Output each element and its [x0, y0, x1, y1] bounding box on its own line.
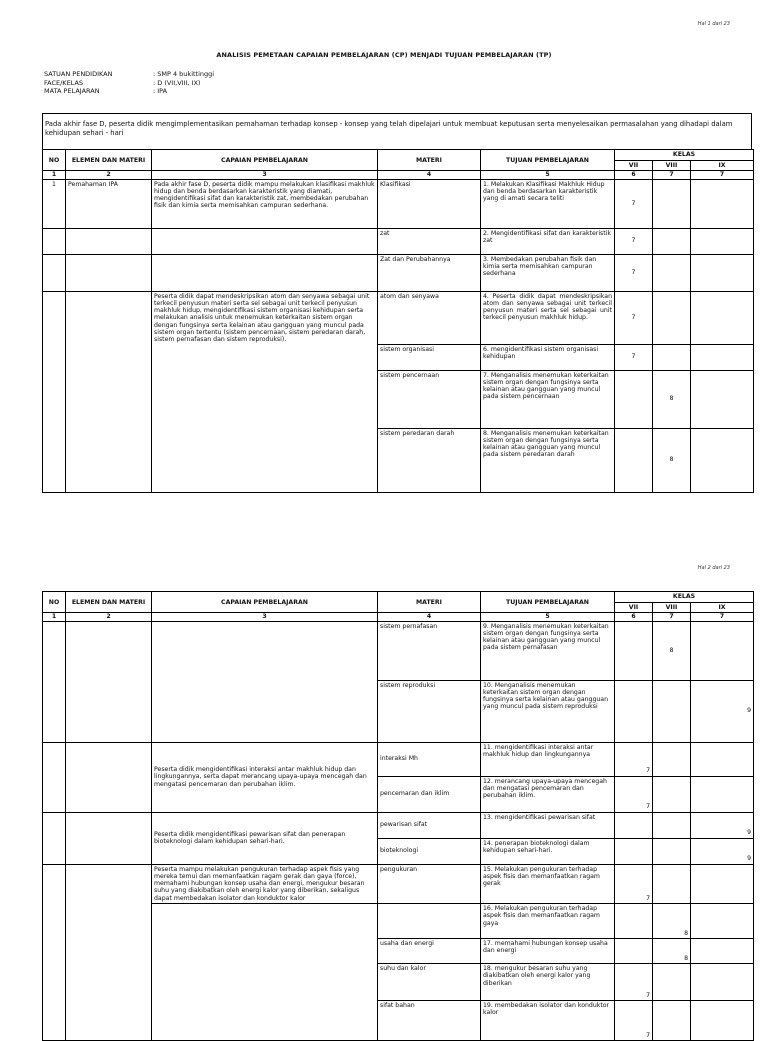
table-row [43, 228, 754, 254]
row-materi: sistem reproduksi [378, 680, 481, 742]
header-viii: VIII [653, 603, 691, 613]
row-materi: pengukuran [378, 864, 481, 903]
header-vii: VII [615, 603, 653, 613]
header-viii: VIII [653, 161, 691, 171]
meta-row-satuan [44, 70, 214, 79]
row-elemen: Pemahaman IPA [66, 179, 152, 228]
row-elemen [66, 742, 152, 812]
row-materi: sistem peredaran darah [378, 428, 481, 492]
col-num: 7 [653, 613, 691, 621]
row-tp: 6. mengidentifikasi sistem organisasi kehidupan [481, 344, 615, 370]
row-materi: zat [378, 228, 481, 254]
row-elemen [66, 291, 152, 492]
kelas-viii [653, 680, 691, 742]
row-tp: 4. Peserta didik dapat mendeskripsikan atom dan senyawa sebagai unit terkecil penyusun materi serta sel sebagai unit terkecil penyusun makhluk hidup. [481, 291, 615, 344]
row-materi: Zat dan Perubahannya [378, 254, 481, 291]
header-cp: CAPAIAN PEMBELAJARAN [152, 592, 378, 613]
row-materi: sistem organisasi [378, 344, 481, 370]
row-cp: Peserta mampu melakukan pengukuran terhadap aspek fisis yang mereka temui dan memanfaatkan ragam gerak dan gaya (force), memahami hubungan konsep usaha dan energi, mengukur besaran suhu yang diakibatkan oleh energi kalor yang diberikan, sekaligus dapat membedakan isolator dan konduktor kalor [152, 864, 378, 903]
row-cp [152, 621, 378, 742]
row-materi [378, 904, 481, 939]
row-materi: atom dan senyawa [378, 291, 481, 344]
col-num: 1 [43, 171, 66, 179]
col-num: 3 [152, 171, 378, 179]
kelas-ix [691, 621, 754, 680]
kelas-vii: 7 [615, 864, 653, 903]
kelas-viii: 8 [653, 904, 691, 939]
kelas-vii: 7 [615, 742, 653, 776]
row-tp: 1. Melakukan Klasifikasi Makhluk Hidup dan benda berdasarkan karakteristik yang di amati secara teliti [481, 179, 615, 228]
col-num: 4 [378, 613, 481, 621]
row-materi: sifat bahan [378, 1001, 481, 1041]
meta-key: MATA PELAJARAN [44, 87, 100, 95]
row-cp: Peserta didik mengidentifikasi interaksi antar makhluk hidup dan lingkungannya, serta dapat merancang upaya-upaya mencegah dan mengatasi pencemaran dan perubahan iklim. [152, 742, 378, 812]
kelas-vii: 7 [615, 179, 653, 228]
kelas-ix [691, 964, 754, 1001]
header-tp: TUJUAN PEMBELAJARAN [481, 592, 615, 613]
row-cp: Pada akhir fase D, peserta didik mampu melakukan klasifikasi makhluk hidup dan benda berdasarkan karakteristik yang diamati, mengidentifikasi sifat dan karakteristik zat, membedakan perubahan fisik dan kimia serta memisahkan campuran sederhana. [152, 179, 378, 228]
row-cp: Peserta didik mengidentifikasi pewarisan sifat dan penerapan bioteknologi dalam kehidupan sehari-hari. [152, 812, 378, 864]
kelas-ix [691, 254, 754, 291]
kelas-viii [653, 864, 691, 903]
row-tp: 2. Mengidentifikasi sifat dan karakteristik zat [481, 228, 615, 254]
kelas-ix [691, 1001, 754, 1041]
meta-row-mapel [44, 87, 214, 96]
kelas-viii [653, 964, 691, 1001]
kelas-ix [691, 228, 754, 254]
header-kelas: KELAS [615, 592, 754, 603]
kelas-ix [691, 742, 754, 776]
kelas-ix [691, 939, 754, 964]
kelas-vii [615, 370, 653, 428]
kelas-vii: 7 [615, 228, 653, 254]
kelas-vii [615, 621, 653, 680]
kelas-viii [653, 228, 691, 254]
kelas-ix: 9 [691, 838, 754, 864]
row-no: 1 [43, 179, 66, 228]
kelas-viii [653, 838, 691, 864]
header-elemen: ELEMEN DAN MATERI [66, 592, 152, 613]
kelas-ix [691, 428, 754, 492]
kelas-vii [615, 939, 653, 964]
kelas-ix [691, 344, 754, 370]
kelas-vii [615, 680, 653, 742]
kelas-viii [653, 776, 691, 812]
row-materi: sistem pencernaan [378, 370, 481, 428]
table-row [43, 742, 754, 776]
kelas-viii [653, 254, 691, 291]
row-tp: 18. mengukur besaran suhu yang diakibatkan oleh energi kalor yang diberikan [481, 964, 615, 1001]
cp-tp-table-page1 [42, 149, 754, 493]
kelas-viii: 8 [653, 939, 691, 964]
col-num: 7 [691, 613, 754, 621]
kelas-ix: 9 [691, 812, 754, 838]
kelas-ix [691, 291, 754, 344]
row-tp: 13. mengidentifikasi pewarisan sifat [481, 812, 615, 838]
table-row [43, 254, 754, 291]
kelas-viii [653, 812, 691, 838]
row-tp: 10. Menganalisis menemukan keterkaitan sistem organ dengan fungsinya serta kelainan atau gangguan yang muncul pada sistem reproduksi [481, 680, 615, 742]
table-row [43, 179, 754, 228]
kelas-viii [653, 344, 691, 370]
kelas-vii: 7 [615, 776, 653, 812]
row-tp: 19. membedakan isolator dan konduktor kalor [481, 1001, 615, 1041]
page-number: Hal 1 dari 23 [697, 21, 730, 27]
kelas-ix: 9 [691, 680, 754, 742]
header-ix: IX [691, 603, 754, 613]
header-ix: IX [691, 161, 754, 171]
meta-key: SATUAN PENDIDIKAN [44, 70, 113, 78]
kelas-vii: 7 [615, 344, 653, 370]
row-cp [152, 254, 378, 291]
row-materi: pencemaran dan iklim [378, 776, 481, 812]
kelas-ix [691, 179, 754, 228]
column-number-row [43, 171, 754, 179]
row-materi: interaksi Mh [378, 742, 481, 776]
kelas-vii: 7 [615, 964, 653, 1001]
kelas-ix [691, 904, 754, 939]
row-no [43, 742, 66, 812]
row-materi: usaha dan energi [378, 939, 481, 964]
header-materi: MATERI [378, 592, 481, 613]
page-number: Hal 2 dari 23 [697, 565, 730, 571]
col-num: 5 [481, 613, 615, 621]
col-num: 1 [43, 613, 66, 621]
table-row [43, 621, 754, 680]
row-cp: Peserta didik dapat mendeskripsikan atom dan senyawa sebagai unit terkecil penyusun materi serta sel sebagai unit terkecil penyusun makhluk hidup, mengidentifikasi sistem organisasi kehidupan serta melakukan analisis untuk menemukan keterkaitan sistem organ dengan fungsinya serta kelainan atau gangguan yang muncul pada sistem organ tertentu (sistem pencernaan, sistem peredaran darah, sistem pernafasan dan sistem reproduksi). [152, 291, 378, 492]
col-num: 2 [66, 171, 152, 179]
row-elemen [66, 864, 152, 1040]
col-num: 2 [66, 613, 152, 621]
header-materi: MATERI [378, 150, 481, 171]
kelas-vii [615, 428, 653, 492]
header-no: NO [43, 150, 66, 171]
kelas-vii: 7 [615, 1001, 653, 1041]
cp-tp-table-page2 [42, 591, 754, 1041]
meta-value: : SMP 4 bukittinggi [153, 70, 215, 78]
header-elemen: ELEMEN DAN MATERI [66, 150, 152, 171]
header-vii: VII [615, 161, 653, 171]
col-num: 4 [378, 171, 481, 179]
row-no [43, 228, 66, 254]
header-kelas: KELAS [615, 150, 754, 161]
table-row [43, 812, 754, 838]
col-num: 7 [653, 171, 691, 179]
row-tp: 8. Menganalisis menemukan keterkaitan sistem organ dengan fungsinya serta kelainan atau gangguan yang muncul pada sistem peredaran darah [481, 428, 615, 492]
kelas-vii [615, 838, 653, 864]
row-tp: 17. memahami hubungan konsep usaha dan energi [481, 939, 615, 964]
kelas-viii: 8 [653, 370, 691, 428]
header-cp: CAPAIAN PEMBELAJARAN [152, 150, 378, 171]
col-num: 6 [615, 171, 653, 179]
row-materi: suhu dan kalor [378, 964, 481, 1001]
meta-value: : IPA [153, 87, 168, 95]
kelas-viii [653, 742, 691, 776]
row-no [43, 291, 66, 492]
meta-value: : D (VII,VIII, IX) [153, 78, 201, 87]
col-num: 3 [152, 613, 378, 621]
row-tp: 7. Menganalisis menemukan keterkaitan sistem organ dengan fungsinya serta kelainan atau gangguan yang muncul pada sistem pencernaan [481, 370, 615, 428]
kelas-vii [615, 904, 653, 939]
row-materi: Klasifikasi [378, 179, 481, 228]
row-tp: 12. merancang upaya-upaya mencegah dan mengatasi pencemaran dan perubahan iklim. [481, 776, 615, 812]
kelas-vii [615, 812, 653, 838]
kelas-ix [691, 370, 754, 428]
row-cp [152, 904, 378, 1041]
row-elemen [66, 254, 152, 291]
kelas-viii [653, 1001, 691, 1041]
meta-row-fase [44, 79, 214, 88]
row-tp: 16. Melakukan pengukuran terhadap aspek fisis dan memanfaatkan ragam gaya [481, 904, 615, 939]
table-row [43, 864, 754, 903]
col-num: 7 [691, 171, 754, 179]
row-elemen [66, 812, 152, 864]
row-tp: 3. Membedakan perubahan fisik dan kimia serta memisahkan campuran sederhana [481, 254, 615, 291]
kelas-ix [691, 776, 754, 812]
row-elemen [66, 621, 152, 742]
row-tp: 11. mengidentifikasi interaksi antar makhluk hidup dan lingkungannya [481, 742, 615, 776]
column-number-row [43, 613, 754, 621]
row-no [43, 621, 66, 742]
kelas-viii [653, 179, 691, 228]
row-materi: pewarisan sifat [378, 812, 481, 838]
kelas-vii: 7 [615, 254, 653, 291]
row-no [43, 864, 66, 1040]
row-materi: sistem pernafasan [378, 621, 481, 680]
kelas-viii: 8 [653, 621, 691, 680]
row-no [43, 812, 66, 864]
document-meta [44, 70, 214, 96]
kelas-viii: 8 [653, 428, 691, 492]
col-num: 5 [481, 171, 615, 179]
row-no [43, 254, 66, 291]
kelas-viii [653, 291, 691, 344]
meta-key: FACE/KELAS [44, 78, 84, 87]
row-elemen [66, 228, 152, 254]
row-cp [152, 228, 378, 254]
kelas-vii: 7 [615, 291, 653, 344]
document-title: ANALISIS PEMETAAN CAPAIAN PEMBELAJARAN (CP) MENJADI TUJUAN PEMBELAJARAN (TP) [216, 51, 552, 59]
row-tp: 15. Melakukan pengukuran terhadap aspek fisis dan memanfaatkan ragam gerak [481, 864, 615, 903]
kelas-ix [691, 864, 754, 903]
header-tp: TUJUAN PEMBELAJARAN [481, 150, 615, 171]
table-row [43, 291, 754, 344]
col-num: 6 [615, 613, 653, 621]
header-no: NO [43, 592, 66, 613]
row-materi: bioteknologi [378, 838, 481, 864]
intro-paragraph: Pada akhir fase D, peserta didik mengimplementasikan pemahaman terhadap konsep - konsep yang telah dipelajari untuk membuat keputusan serta menyelesaikan permasalahan yang dihadapi dalam kehidupan sehari - hari [42, 113, 752, 149]
row-tp: 14. penerapan bioteknologi dalam kehidupan sehari-hari. [481, 838, 615, 864]
row-tp: 9. Menganalisis menemukan keterkaitan sistem organ dengan fungsinya serta kelainan atau gangguan yang muncul pada sistem pernafasan [481, 621, 615, 680]
